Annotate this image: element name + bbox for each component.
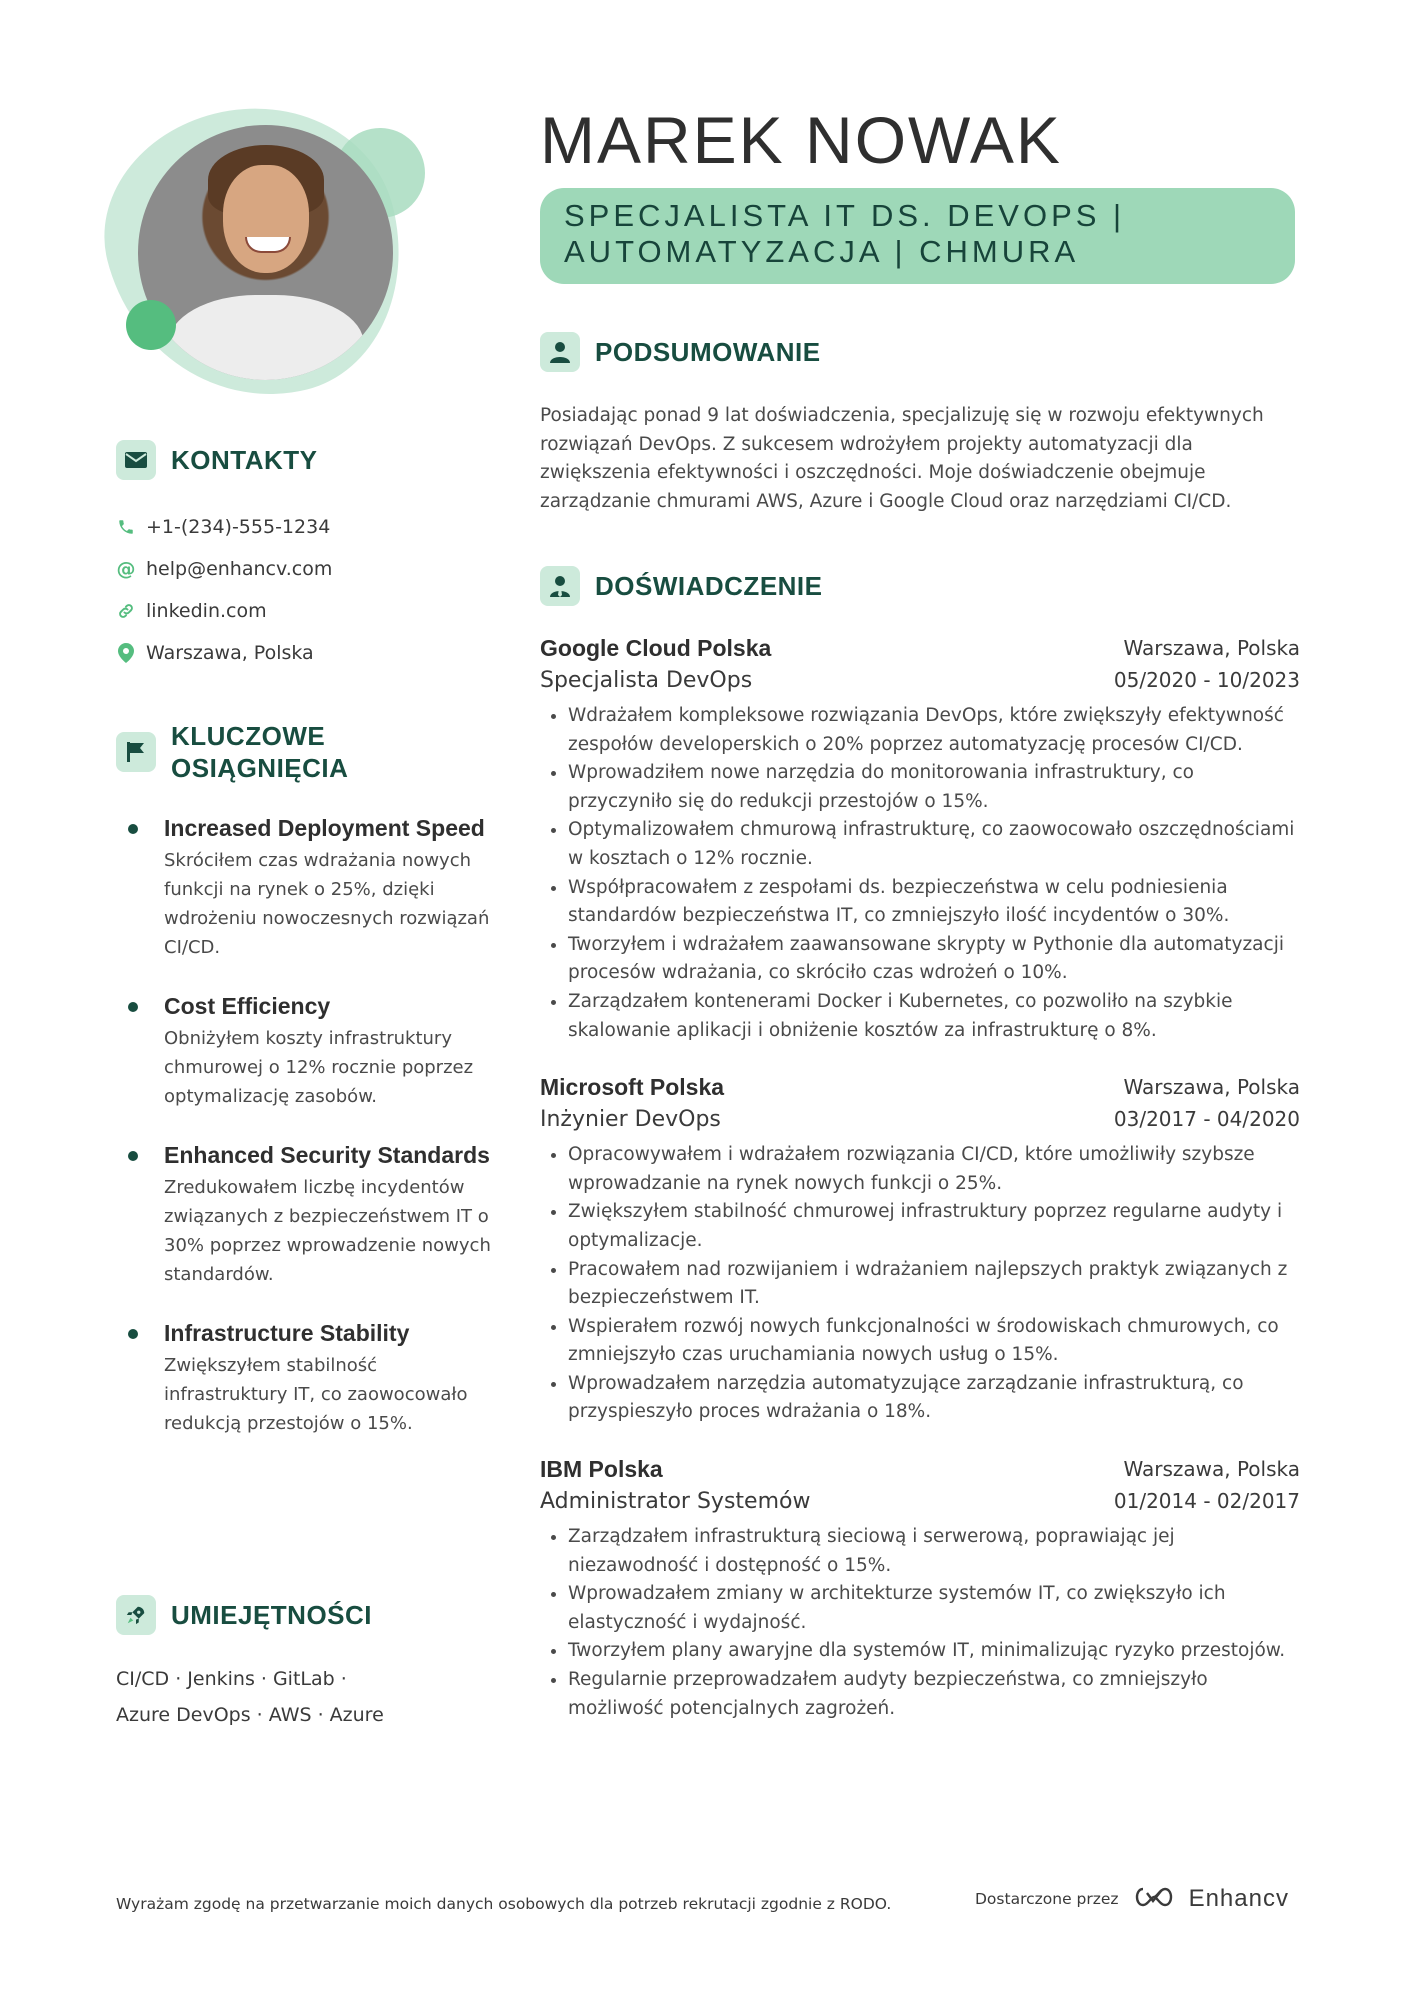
- contacts-section: [116, 440, 476, 674]
- user-tie-icon: [540, 566, 580, 606]
- achievement-desc: Zredukowałem liczbę incydentów związanych z bezpieczeństwem IT o 30% poprzez wprowadzenie nowych standardów.: [164, 1177, 491, 1285]
- job-bullet: • Zarządzałem kontenerami Docker i Kubernetes, co pozwoliło na szybkie skalowanie aplikacji i obniżenie kosztów za infrastrukturę o 8%.: [568, 988, 1300, 1045]
- job-bullets: [540, 1523, 1300, 1723]
- achievement-desc: Obniżyłem koszty infrastruktury chmurowej o 12% rocznie poprzez optymalizację zasobów.: [164, 1028, 474, 1107]
- job-bullets: [540, 1141, 1300, 1427]
- job-entry: [540, 1453, 1300, 1723]
- job-entry: [540, 632, 1300, 1045]
- rocket-icon: [116, 1595, 156, 1635]
- job-title-banner: [540, 188, 1295, 284]
- enhancv-logo-icon: [1131, 1885, 1177, 1913]
- job-location: Warszawa, Polska: [1123, 1075, 1300, 1100]
- achievement-desc: Zwiększyłem stabilność infrastruktury IT, co zaowocowało redukcją przestojów o 15%.: [164, 1355, 468, 1434]
- powered-by[interactable]: [975, 1885, 1289, 1913]
- job-dates: 03/2017 - 04/2020: [1113, 1107, 1300, 1132]
- achievement-title: Cost Efficiency: [164, 993, 331, 1019]
- job-bullet: • Wdrażałem kompleksowe rozwiązania DevOps, które zwiększyły efektywność zespołów developerskich o 20% poprzez automatyzację procesów CI/CD.: [568, 702, 1300, 759]
- achievement-item: [116, 814, 496, 962]
- avatar: [138, 125, 393, 380]
- link-icon: [116, 602, 136, 620]
- decorative-dot: [126, 300, 176, 350]
- job-title-line-2: AUTOMATYZACJA | CHMURA: [564, 234, 1080, 269]
- job-bullet: • Zarządzałem infrastrukturą sieciową i serwerową, poprawiając jej niezawodność i dostępność o 15%.: [568, 1523, 1300, 1580]
- achievement-title: Increased Deployment Speed: [164, 815, 485, 841]
- phone-icon: [116, 518, 136, 536]
- job-title-line-1: SPECJALISTA IT DS. DEVOPS |: [564, 198, 1126, 233]
- skills-line-2: Azure DevOps · AWS · Azure: [116, 1704, 384, 1726]
- achievement-item: [116, 1141, 496, 1289]
- achievements-section: [116, 720, 496, 1438]
- job-bullet: • Tworzyłem i wdrażałem zaawansowane skrypty w Pythonie dla automatyzacji procesów wdrażania, co skróciło czas wdrożeń o 10%.: [568, 931, 1300, 988]
- job-bullet: • Optymalizowałem chmurową infrastrukturę, co zaowocowało oszczędnościami w kosztach o 12% rocznie.: [568, 816, 1300, 873]
- summary-section: [540, 332, 1300, 516]
- summary-text: Posiadając ponad 9 lat doświadczenia, specjalizuję się w rozwoju efektywnych rozwiązań DevOps. Z sukcesem wdrożyłem projekty automatyzacji dla zwiększenia efektywności i oszczędności. Moje doświadczenie obejmuje zarządzanie chmurami AWS, Azure i Google Cloud oraz narzędziami CI/CD.: [540, 405, 1264, 512]
- gdpr-consent: Wyrażam zgodę na przetwarzanie moich danych osobowych dla potrzeb rekrutacji zgodnie z RODO.: [116, 1895, 892, 1913]
- contact-linkedin-text: linkedin.com: [146, 600, 267, 622]
- job-bullet: • Pracowałem nad rozwijaniem i wdrażaniem najlepszych praktyk związanych z bezpieczeństwem IT.: [568, 1256, 1300, 1313]
- contact-phone-text: +1-(234)-555-1234: [146, 516, 331, 538]
- job-company: Microsoft Polska: [540, 1074, 725, 1101]
- flag-icon: [116, 732, 156, 772]
- skills-list: [116, 1661, 476, 1733]
- summary-heading: PODSUMOWANIE: [595, 337, 821, 367]
- achievements-heading-line-1: KLUCZOWE: [171, 721, 326, 751]
- skills-line-1: CI/CD · Jenkins · GitLab ·: [116, 1668, 347, 1690]
- job-bullet: • Opracowywałem i wdrażałem rozwiązania CI/CD, które umożliwiły szybsze wprowadzanie na rynek nowych funkcji o 25%.: [568, 1141, 1300, 1198]
- job-bullet: • Współpracowałem z zespołami ds. bezpieczeństwa w celu podniesienia standardów bezpieczeństwa IT, co zmniejszyło ilość incydentów o 30%.: [568, 874, 1300, 931]
- job-role: Specjalista DevOps: [540, 668, 753, 693]
- achievement-item: [116, 1319, 496, 1438]
- job-role: Inżynier DevOps: [540, 1107, 721, 1133]
- skills-section: [116, 1595, 476, 1733]
- location-pin-icon: [116, 643, 136, 663]
- job-company: IBM Polska: [540, 1456, 663, 1483]
- contact-email-text: help@enhancv.com: [146, 558, 333, 580]
- job-location: Warszawa, Polska: [1123, 636, 1300, 660]
- achievement-title: Infrastructure Stability: [164, 1320, 410, 1346]
- achievements-heading: [171, 720, 348, 784]
- contacts-heading: KONTAKTY: [171, 445, 318, 475]
- brand-name: Enhancv: [1188, 1885, 1289, 1912]
- achievement-desc: Skróciłem czas wdrażania nowych funkcji na rynek o 25%, dzięki wdrożeniu nowoczesnych rozwiązań CI/CD.: [164, 850, 490, 958]
- job-bullets: [540, 702, 1300, 1045]
- contact-phone[interactable]: [116, 506, 476, 548]
- user-icon: [540, 332, 580, 372]
- job-location: Warszawa, Polska: [1123, 1457, 1300, 1482]
- job-bullet: • Tworzyłem plany awaryjne dla systemów IT, minimalizując ryzyko przestojów.: [568, 1637, 1300, 1666]
- contact-location: [116, 632, 476, 674]
- envelope-icon: [116, 440, 156, 480]
- job-bullet: • Zwiększyłem stabilność chmurowej infrastruktury poprzez regularne audyty i optymalizacje.: [568, 1198, 1300, 1255]
- contact-email[interactable]: [116, 548, 476, 590]
- job-dates: 05/2020 - 10/2023: [1113, 668, 1300, 692]
- job-bullet: • Wspierałem rozwój nowych funkcjonalności w środowiskach chmurowych, co zmniejszyło czas uruchamiania nowych usług o 15%.: [568, 1313, 1300, 1370]
- candidate-name: MAREK NOWAK: [540, 103, 1062, 177]
- job-bullet: • Wprowadzałem zmiany w architekturze systemów IT, co zwiększyło ich elastyczność i wydajność.: [568, 1580, 1300, 1637]
- experience-section: [540, 566, 1300, 1723]
- experience-heading: DOŚWIADCZENIE: [595, 571, 823, 601]
- achievements-heading-line-2: OSIĄGNIĘCIA: [171, 753, 349, 783]
- skills-heading: UMIEJĘTNOŚCI: [171, 1600, 373, 1630]
- achievement-item: [116, 992, 496, 1111]
- achievement-title: Enhanced Security Standards: [164, 1142, 490, 1168]
- job-bullet: • Wprowadziłem nowe narzędzia do monitorowania infrastruktury, co przyczyniło się do redukcji przestojów o 15%.: [568, 759, 1300, 816]
- at-icon: @: [116, 558, 136, 580]
- contact-linkedin[interactable]: [116, 590, 476, 632]
- contact-location-text: Warszawa, Polska: [146, 642, 314, 664]
- job-dates: 01/2014 - 02/2017: [1113, 1489, 1300, 1514]
- job-company: Google Cloud Polska: [540, 635, 772, 661]
- powered-by-label: Dostarczone przez: [975, 1890, 1119, 1908]
- job-role: Administrator Systemów: [540, 1489, 811, 1515]
- profile-photo-area: [110, 100, 430, 410]
- job-bullet: • Wprowadzałem narzędzia automatyzujące zarządzanie infrastrukturą, co przyspieszyło proces wdrażania o 18%.: [568, 1370, 1300, 1427]
- job-bullet: • Regularnie przeprowadzałem audyty bezpieczeństwa, co zmniejszyło możliwość potencjalnych zagrożeń.: [568, 1666, 1300, 1723]
- job-entry: [540, 1071, 1300, 1427]
